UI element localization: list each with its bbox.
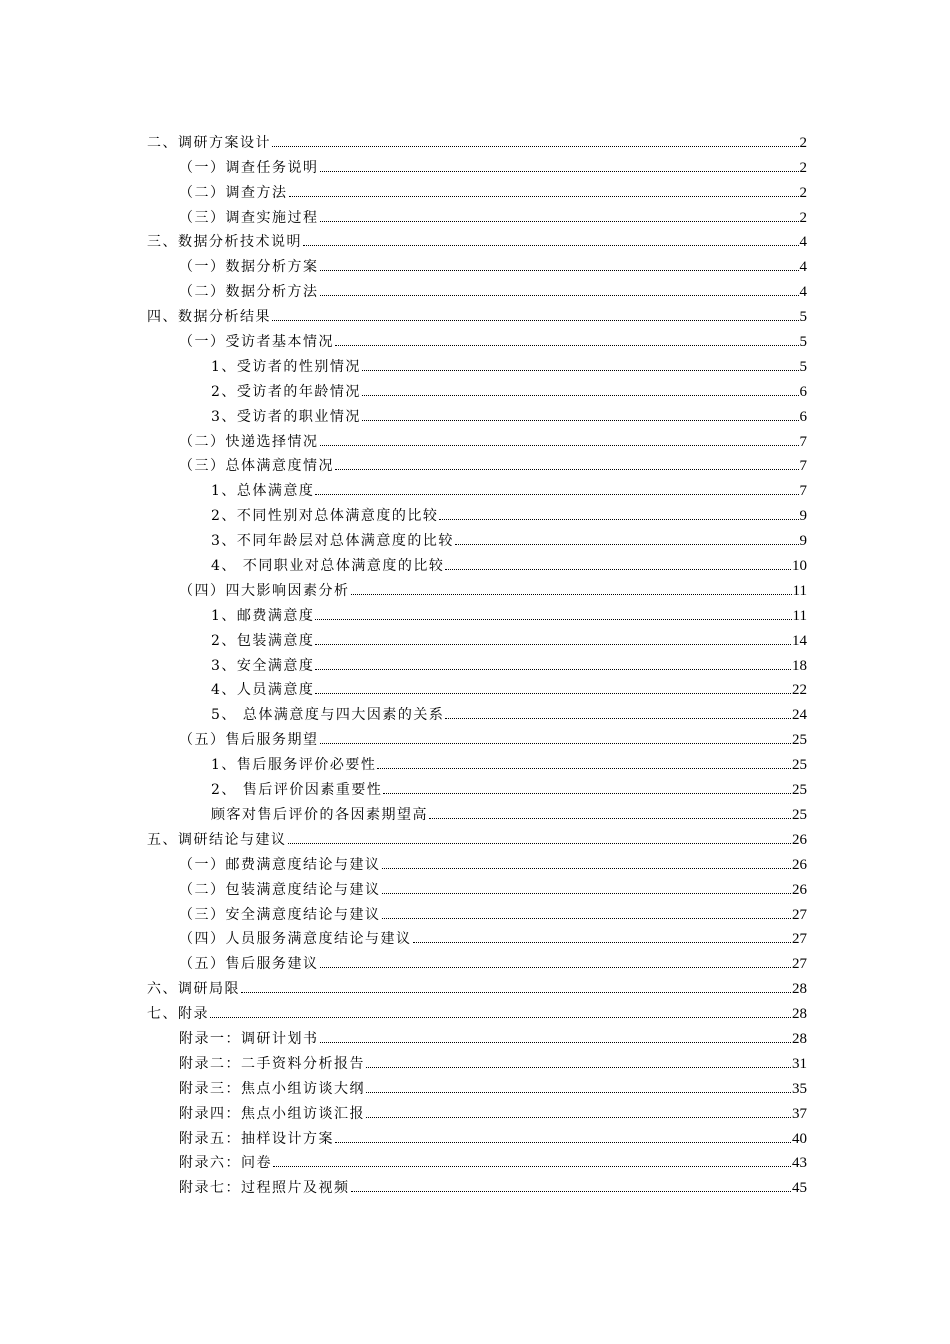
toc-entry-page-number: 4: [799, 234, 807, 251]
toc-leader-dots: [351, 594, 792, 595]
toc-entry-title: 1、邮费满意度: [211, 607, 315, 624]
toc-entry[interactable]: [147, 899, 807, 924]
toc-entry-page-number: 22: [792, 682, 807, 699]
toc-entry-page-number: 5: [799, 358, 807, 375]
toc-leader-dots: [455, 544, 799, 545]
toc-leader-dots: [315, 669, 791, 670]
toc-entry-title: 附录四：焦点小组访谈汇报: [179, 1105, 365, 1122]
toc-entry[interactable]: [147, 774, 807, 799]
toc-entry[interactable]: [147, 227, 807, 252]
toc-entry[interactable]: [147, 948, 807, 973]
toc-entry-title: （一）数据分析方案: [179, 259, 319, 276]
toc-leader-dots: [445, 718, 791, 719]
toc-entry-page-number: 26: [792, 831, 807, 848]
toc-entry[interactable]: [147, 749, 807, 774]
toc-leader-dots: [320, 295, 799, 296]
toc-entry-title: 六、调研局限: [147, 981, 240, 998]
toc-entry-page-number: 26: [792, 881, 807, 898]
toc-leader-dots: [320, 221, 799, 222]
toc-leader-dots: [210, 1017, 791, 1018]
toc-leader-dots: [445, 569, 791, 570]
toc-entry-title: （二）包装满意度结论与建议: [179, 881, 381, 898]
toc-entry-page-number: 28: [792, 981, 807, 998]
toc-entry[interactable]: [147, 575, 807, 600]
toc-entry[interactable]: [147, 152, 807, 177]
toc-entry[interactable]: [147, 276, 807, 301]
toc-leader-dots: [335, 345, 799, 346]
toc-entry-title: 1、受访者的性别情况: [211, 358, 361, 375]
toc-entry-title: 附录一：调研计划书: [179, 1030, 319, 1047]
toc-entry-title: 附录三：焦点小组访谈大纲: [179, 1080, 365, 1097]
toc-entry-title: 2、 售后评价因素重要性: [211, 782, 383, 799]
toc-entry-title: 2、不同性别对总体满意度的比较: [211, 508, 439, 525]
toc-entry-page-number: 9: [799, 533, 807, 550]
toc-entry-title: 3、受访者的职业情况: [211, 408, 361, 425]
toc-entry-page-number: 5: [799, 334, 807, 351]
toc-entry-title: 2、包装满意度: [211, 632, 315, 649]
toc-entry[interactable]: [147, 550, 807, 575]
toc-entry[interactable]: [147, 301, 807, 326]
toc-entry-page-number: 14: [792, 632, 807, 649]
toc-entry[interactable]: [147, 998, 807, 1023]
toc-entry-page-number: 37: [792, 1105, 807, 1122]
toc-entry[interactable]: [147, 525, 807, 550]
toc-leader-dots: [315, 619, 791, 620]
toc-leader-dots: [272, 146, 799, 147]
toc-entry-page-number: 25: [792, 782, 807, 799]
toc-leader-dots: [289, 196, 799, 197]
toc-entry[interactable]: [147, 1123, 807, 1148]
toc-entry[interactable]: [147, 799, 807, 824]
toc-entry-title: 4、人员满意度: [211, 682, 315, 699]
toc-entry-page-number: 6: [799, 408, 807, 425]
toc-entry[interactable]: [147, 675, 807, 700]
toc-entry-title: 1、售后服务评价必要性: [211, 757, 377, 774]
toc-entry-title: （四）四大影响因素分析: [179, 582, 350, 599]
toc-entry-page-number: 18: [792, 657, 807, 674]
toc-entry-page-number: 2: [799, 134, 807, 151]
toc-entry-title: （五）售后服务建议: [179, 956, 319, 973]
toc-entry-title: 附录六：问卷: [179, 1155, 272, 1172]
toc-entry[interactable]: [147, 177, 807, 202]
toc-entry[interactable]: [147, 376, 807, 401]
toc-entry-page-number: 25: [792, 732, 807, 749]
toc-entry-title: （二）快递选择情况: [179, 433, 319, 450]
toc-leader-dots: [315, 693, 791, 694]
toc-leader-dots: [351, 1191, 792, 1192]
toc-entry[interactable]: [147, 326, 807, 351]
toc-entry-page-number: 26: [792, 856, 807, 873]
toc-entry-page-number: 40: [792, 1130, 807, 1147]
toc-leader-dots: [320, 445, 799, 446]
toc-leader-dots: [377, 768, 791, 769]
toc-leader-dots: [362, 395, 799, 396]
toc-entry-title: 七、附录: [147, 1006, 209, 1023]
toc-entry-page-number: 28: [792, 1030, 807, 1047]
toc-entry[interactable]: [147, 1148, 807, 1173]
toc-leader-dots: [362, 370, 799, 371]
toc-entry-page-number: 27: [792, 931, 807, 948]
toc-entry[interactable]: [147, 1172, 807, 1197]
toc-entry-title: 五、调研结论与建议: [147, 831, 287, 848]
toc-entry[interactable]: [147, 202, 807, 227]
toc-entry-page-number: 45: [792, 1180, 807, 1197]
toc-entry-page-number: 2: [799, 159, 807, 176]
table-of-contents: [147, 127, 807, 1197]
toc-entry[interactable]: [147, 625, 807, 650]
toc-entry-page-number: 31: [792, 1055, 807, 1072]
toc-entry-page-number: 11: [792, 607, 807, 624]
toc-entry[interactable]: [147, 1098, 807, 1123]
toc-entry-page-number: 2: [799, 184, 807, 201]
toc-entry[interactable]: [147, 1023, 807, 1048]
toc-entry-title: 二、调研方案设计: [147, 134, 271, 151]
toc-entry-page-number: 7: [799, 433, 807, 450]
toc-entry-title: 3、安全满意度: [211, 657, 315, 674]
toc-leader-dots: [315, 644, 791, 645]
toc-leader-dots: [362, 420, 799, 421]
toc-entry[interactable]: [147, 475, 807, 500]
toc-leader-dots: [439, 519, 798, 520]
toc-leader-dots: [288, 843, 792, 844]
toc-entry-title: 附录五：抽样设计方案: [179, 1130, 334, 1147]
toc-leader-dots: [382, 918, 792, 919]
toc-entry-page-number: 9: [799, 508, 807, 525]
toc-entry[interactable]: [147, 724, 807, 749]
toc-entry-title: 顾客对售后评价的各因素期望高: [211, 806, 428, 823]
toc-entry-page-number: 25: [792, 757, 807, 774]
toc-entry-title: （四）人员服务满意度结论与建议: [179, 931, 412, 948]
toc-entry[interactable]: [147, 600, 807, 625]
toc-entry-page-number: 43: [792, 1155, 807, 1172]
toc-entry-title: 4、 不同职业对总体满意度的比较: [211, 558, 445, 575]
toc-entry[interactable]: [147, 1073, 807, 1098]
toc-entry-title: （二）调查方法: [179, 184, 288, 201]
toc-entry-title: 四、数据分析结果: [147, 309, 271, 326]
toc-entry-title: （三）调查实施过程: [179, 209, 319, 226]
toc-leader-dots: [335, 469, 799, 470]
toc-entry-page-number: 4: [799, 284, 807, 301]
toc-entry-title: （三）安全满意度结论与建议: [179, 906, 381, 923]
toc-entry[interactable]: [147, 127, 807, 152]
toc-entry-page-number: 10: [792, 558, 807, 575]
toc-leader-dots: [413, 942, 792, 943]
toc-leader-dots: [320, 743, 792, 744]
toc-entry-page-number: 6: [799, 383, 807, 400]
toc-entry[interactable]: [147, 451, 807, 476]
toc-entry-page-number: 27: [792, 906, 807, 923]
toc-entry-page-number: 35: [792, 1080, 807, 1097]
toc-entry-title: 2、受访者的年龄情况: [211, 383, 361, 400]
toc-entry-title: （一）受访者基本情况: [179, 334, 334, 351]
toc-leader-dots: [382, 868, 792, 869]
toc-entry-title: 附录七：过程照片及视频: [179, 1180, 350, 1197]
toc-leader-dots: [320, 1042, 792, 1043]
toc-entry-page-number: 2: [799, 209, 807, 226]
toc-entry[interactable]: [147, 924, 807, 949]
toc-leader-dots: [335, 1142, 791, 1143]
toc-entry-title: （二）数据分析方法: [179, 284, 319, 301]
toc-leader-dots: [366, 1092, 791, 1093]
toc-leader-dots: [320, 967, 792, 968]
toc-entry-title: 1、总体满意度: [211, 483, 315, 500]
toc-entry-page-number: 7: [799, 483, 807, 500]
toc-entry-title: 三、数据分析技术说明: [147, 234, 302, 251]
toc-entry[interactable]: [147, 251, 807, 276]
toc-entry-title: 3、不同年龄层对总体满意度的比较: [211, 533, 454, 550]
toc-entry[interactable]: [147, 874, 807, 899]
toc-leader-dots: [366, 1117, 791, 1118]
toc-entry-page-number: 5: [799, 309, 807, 326]
toc-leader-dots: [320, 270, 799, 271]
toc-leader-dots: [273, 1166, 791, 1167]
toc-entry-title: （五）售后服务期望: [179, 732, 319, 749]
toc-leader-dots: [241, 992, 791, 993]
toc-entry[interactable]: [147, 500, 807, 525]
toc-entry-page-number: 7: [799, 458, 807, 475]
toc-entry-page-number: 28: [792, 1006, 807, 1023]
toc-entry[interactable]: [147, 351, 807, 376]
toc-leader-dots: [315, 494, 798, 495]
toc-entry[interactable]: [147, 401, 807, 426]
toc-entry-title: 5、 总体满意度与四大因素的关系: [211, 707, 445, 724]
toc-entry-page-number: 4: [799, 259, 807, 276]
toc-entry[interactable]: [147, 426, 807, 451]
toc-leader-dots: [383, 793, 791, 794]
toc-entry-page-number: 27: [792, 956, 807, 973]
toc-entry-page-number: 25: [792, 806, 807, 823]
toc-entry-title: 附录二：二手资料分析报告: [179, 1055, 365, 1072]
toc-entry[interactable]: [147, 849, 807, 874]
toc-entry[interactable]: [147, 824, 807, 849]
toc-leader-dots: [382, 893, 792, 894]
toc-leader-dots: [320, 171, 799, 172]
toc-entry[interactable]: [147, 1048, 807, 1073]
toc-entry-title: （三）总体满意度情况: [179, 458, 334, 475]
toc-entry[interactable]: [147, 973, 807, 998]
toc-leader-dots: [366, 1067, 791, 1068]
toc-leader-dots: [429, 818, 791, 819]
toc-entry-page-number: 11: [792, 582, 807, 599]
toc-entry-page-number: 24: [792, 707, 807, 724]
toc-leader-dots: [272, 320, 799, 321]
toc-entry-title: （一）邮费满意度结论与建议: [179, 856, 381, 873]
toc-entry[interactable]: [147, 650, 807, 675]
toc-entry-title: （一）调查任务说明: [179, 159, 319, 176]
toc-entry[interactable]: [147, 699, 807, 724]
toc-leader-dots: [303, 245, 799, 246]
